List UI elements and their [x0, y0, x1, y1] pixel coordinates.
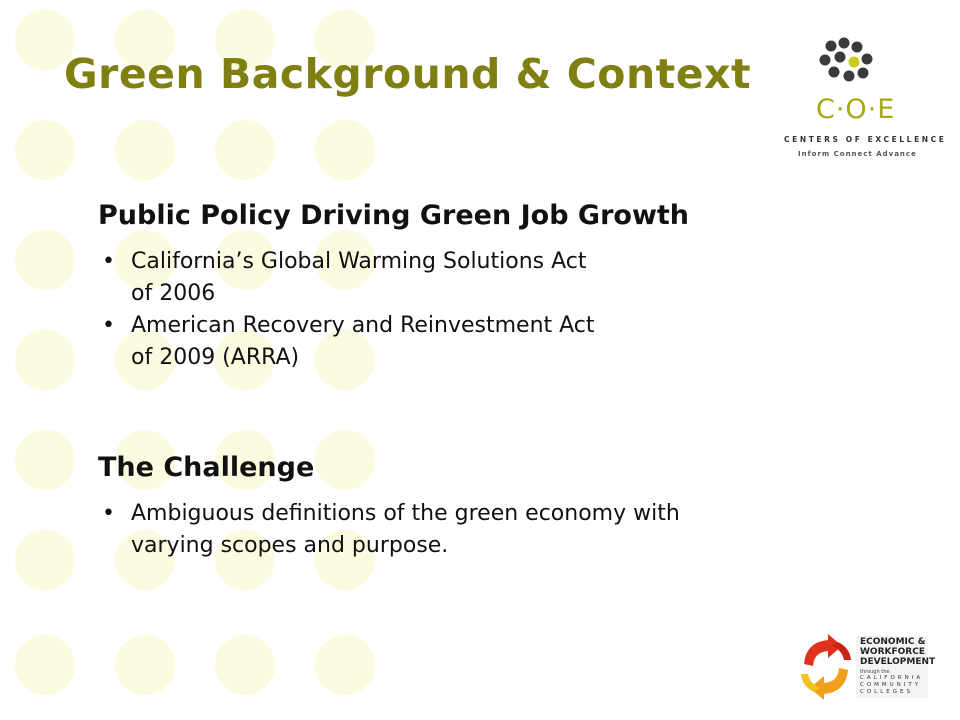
background-dot: [15, 120, 75, 180]
bullet-icon: •: [102, 313, 115, 338]
background-dot: [115, 120, 175, 180]
ewd-colleges: [860, 675, 923, 696]
bullet-text-line1: California’s Global Warming Solutions Act: [131, 249, 587, 274]
list-item: [98, 310, 595, 374]
bullet-text-line2: varying scopes and purpose.: [131, 533, 449, 558]
background-dot: [315, 120, 375, 180]
bullet-text-line2: of 2006: [131, 281, 216, 306]
bullet-text-line1: Ambiguous definitions of the green economy with: [131, 501, 680, 526]
background-dot: [315, 635, 375, 695]
section-heading-public-policy: Public Policy Driving Green Job Growth: [98, 200, 690, 231]
list-item: [98, 498, 680, 562]
coe-tagline: Inform Connect Advance: [798, 150, 917, 158]
ewd-through: through the: [860, 669, 890, 675]
background-dot: [15, 330, 75, 390]
bullet-icon: •: [102, 249, 115, 274]
list-item: [98, 246, 595, 310]
ewd-line2: WORKFORCE: [860, 647, 925, 657]
background-dot: [15, 430, 75, 490]
bullet-list-public-policy: [98, 246, 595, 374]
background-dot: [115, 635, 175, 695]
bullet-text-line1: American Recovery and Reinvestment Act: [131, 313, 595, 338]
ewd-college-line3: COLLEGES: [860, 689, 914, 695]
ewd-title: [860, 637, 935, 667]
slide-title: Green Background & Context: [64, 50, 752, 98]
background-dot: [315, 430, 375, 490]
bullet-icon: •: [102, 501, 115, 526]
coe-subtitle: CENTERS OF EXCELLENCE: [784, 135, 947, 144]
ewd-college-line2: COMMUNITY: [860, 682, 922, 688]
background-dot: [15, 635, 75, 695]
ewd-line3: DEVELOPMENT: [860, 657, 936, 667]
coe-letters: C·O·E: [816, 94, 896, 125]
ewd-line1: ECONOMIC &: [860, 637, 926, 647]
background-dot: [215, 120, 275, 180]
background-dot: [215, 635, 275, 695]
bullet-list-challenge: [98, 498, 680, 562]
background-dot: [15, 230, 75, 290]
background-dot: [15, 530, 75, 590]
bullet-text-line2: of 2009 (ARRA): [131, 345, 300, 370]
ewd-college-line1: CALIFORNIA: [860, 675, 924, 681]
section-heading-challenge: The Challenge: [98, 452, 315, 483]
